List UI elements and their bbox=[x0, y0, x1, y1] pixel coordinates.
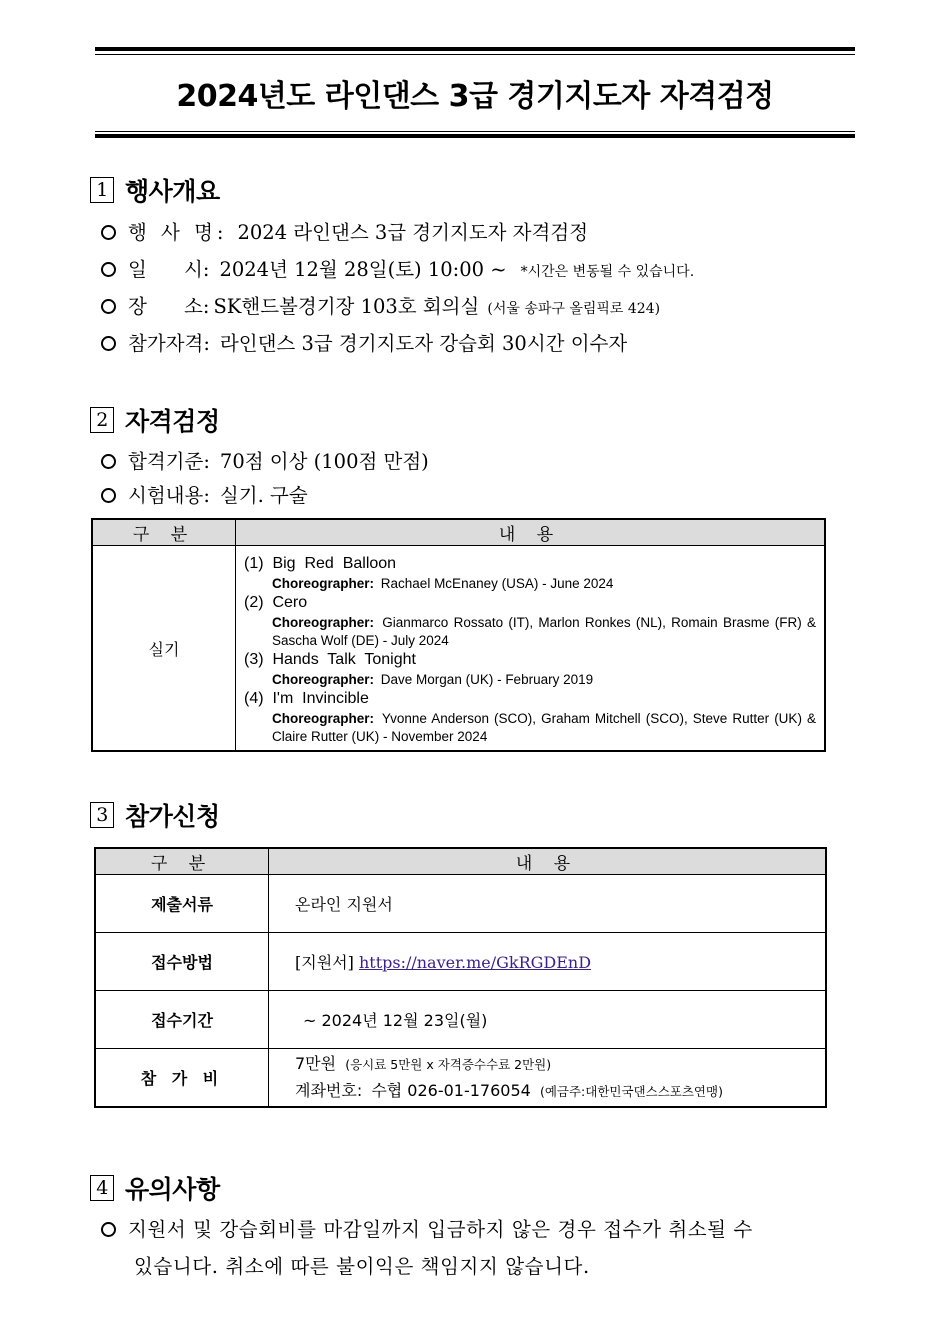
event-date-note: *시간은 변동될 수 있습니다. bbox=[520, 264, 695, 280]
section-4-heading bbox=[90, 1170, 220, 1206]
account-label: 계좌번호: bbox=[295, 1080, 363, 1100]
bullet-circle-icon bbox=[101, 299, 116, 314]
event-date-item bbox=[101, 254, 694, 282]
table-header-content: 내 용 bbox=[236, 519, 826, 546]
eligibility-value: 라인댄스 3급 경기지도자 강습회 30시간 이수자 bbox=[219, 332, 628, 355]
title-rule-top-thin bbox=[95, 54, 855, 55]
exam-content-value: 실기. 구술 bbox=[219, 484, 308, 507]
bullet-circle-icon bbox=[101, 1222, 116, 1237]
section-2-title: 자격검정 bbox=[125, 407, 220, 436]
account-holder: (예금주:대한민국댄스스포츠연맹) bbox=[539, 1083, 723, 1099]
application-prefix: [지원서] bbox=[295, 953, 354, 972]
event-venue-value: SK핸드볼경기장 103호 회의실 bbox=[213, 295, 480, 318]
application-form-link[interactable]: https://naver.me/GkRGDEnD bbox=[358, 953, 592, 972]
account-line bbox=[295, 1078, 825, 1105]
section-2-number: 2 bbox=[90, 407, 114, 433]
submission-method-value bbox=[269, 933, 827, 991]
choreographer-label: Choreographer: bbox=[272, 711, 375, 726]
notice-line-2: 있습니다. 취소에 따른 불이익은 책임지지 않습니다. bbox=[134, 1255, 590, 1278]
table-header-category: 구 분 bbox=[92, 519, 236, 546]
pass-criteria-value: 70점 이상 (100점 만점) bbox=[219, 450, 429, 473]
song-choreographer bbox=[244, 575, 816, 593]
section-3-heading bbox=[90, 797, 220, 833]
section-4-number: 4 bbox=[90, 1175, 114, 1201]
submission-period-value: ~ 2024년 12월 23일(월) bbox=[269, 991, 827, 1049]
exam-songs-table bbox=[91, 518, 826, 752]
title-rule-bottom-thin bbox=[95, 131, 855, 132]
song-choreographer bbox=[244, 671, 816, 689]
page-title: 2024년도 라인댄스 3급 경기지도자 자격검정 bbox=[176, 79, 774, 114]
song-title: (1) Big Red Balloon bbox=[244, 555, 397, 572]
bullet-circle-icon bbox=[101, 225, 116, 240]
exam-content-item bbox=[101, 480, 308, 508]
submission-period-label: 접수기간 bbox=[95, 991, 269, 1049]
section-1-title: 행사개요 bbox=[125, 177, 220, 206]
documents-value: 온라인 지원서 bbox=[269, 875, 827, 933]
eligibility-label: 참가자격: bbox=[128, 332, 210, 355]
bullet-circle-icon bbox=[101, 336, 116, 351]
choreographer-text: Gianmarco Rossato (IT), Marlon Ronkes (NL), Romain Brasme (FR) & Sascha Wolf (DE) - July 2024 bbox=[272, 615, 816, 648]
fee-line bbox=[295, 1051, 825, 1078]
event-name-item bbox=[101, 217, 588, 245]
pass-criteria-label: 합격기준: bbox=[128, 450, 210, 473]
section-2-heading bbox=[90, 402, 220, 438]
song-choreographer bbox=[244, 614, 816, 650]
choreographer-text: Dave Morgan (UK) - February 2019 bbox=[380, 672, 594, 687]
eligibility-item bbox=[101, 328, 627, 356]
song-list bbox=[236, 546, 826, 752]
exam-content-label: 시험내용: bbox=[128, 484, 210, 507]
choreographer-text: Rachael McEnaney (USA) - June 2024 bbox=[380, 576, 614, 591]
song-title: (4) I'm Invincible bbox=[244, 690, 369, 707]
event-venue-item bbox=[101, 291, 660, 319]
section-4-title: 유의사항 bbox=[125, 1175, 220, 1204]
section-3-title: 참가신청 bbox=[125, 802, 220, 831]
choreographer-label: Choreographer: bbox=[272, 672, 375, 687]
song-title: (3) Hands Talk Tonight bbox=[244, 651, 416, 668]
table-header-category: 구 분 bbox=[95, 848, 269, 875]
fee-amount: 7만원 bbox=[295, 1053, 337, 1073]
title-rule-bottom-thick bbox=[95, 134, 855, 138]
bullet-circle-icon bbox=[101, 488, 116, 503]
table-header-content: 내 용 bbox=[269, 848, 827, 875]
song-choreographer bbox=[244, 710, 816, 746]
event-venue-label: 장 소: bbox=[128, 295, 210, 318]
application-table bbox=[94, 847, 827, 1108]
submission-method-label: 접수방법 bbox=[95, 933, 269, 991]
event-venue-note: (서울 송파구 올림픽로 424) bbox=[487, 301, 661, 317]
choreographer-text: Yvonne Anderson (SCO), Graham Mitchell (SCO), Steve Rutter (UK) & Claire Rutter (UK) - November 2024 bbox=[272, 711, 816, 744]
practical-label: 실기 bbox=[92, 546, 236, 752]
bullet-circle-icon bbox=[101, 454, 116, 469]
section-1-heading bbox=[90, 172, 220, 208]
fee-note: (응시료 5만원 x 자격증수수료 2만원) bbox=[345, 1056, 552, 1072]
choreographer-label: Choreographer: bbox=[272, 615, 375, 630]
section-1-number: 1 bbox=[90, 177, 114, 203]
event-date-label: 일 시: bbox=[128, 258, 210, 281]
notice-line-1: 지원서 및 강습회비를 마감일까지 입금하지 않은 경우 접수가 취소될 수 bbox=[128, 1218, 753, 1241]
song-title: (2) Cero bbox=[244, 594, 308, 611]
pass-criteria-item bbox=[101, 446, 429, 474]
fee-label: 참 가 비 bbox=[95, 1049, 269, 1108]
documents-label: 제출서류 bbox=[95, 875, 269, 933]
fee-value bbox=[269, 1049, 827, 1108]
event-name-label: 행 사 명: bbox=[128, 221, 228, 244]
event-date-value: 2024년 12월 28일(토) 10:00 ~ bbox=[219, 258, 507, 281]
account-number: 수협 026-01-176054 bbox=[371, 1080, 531, 1100]
notice-item bbox=[101, 1214, 753, 1242]
bullet-circle-icon bbox=[101, 262, 116, 277]
section-3-number: 3 bbox=[90, 802, 114, 828]
event-name-value: 2024 라인댄스 3급 경기지도자 자격검정 bbox=[237, 221, 589, 244]
choreographer-label: Choreographer: bbox=[272, 576, 375, 591]
title-rule-top-thick bbox=[95, 47, 855, 51]
